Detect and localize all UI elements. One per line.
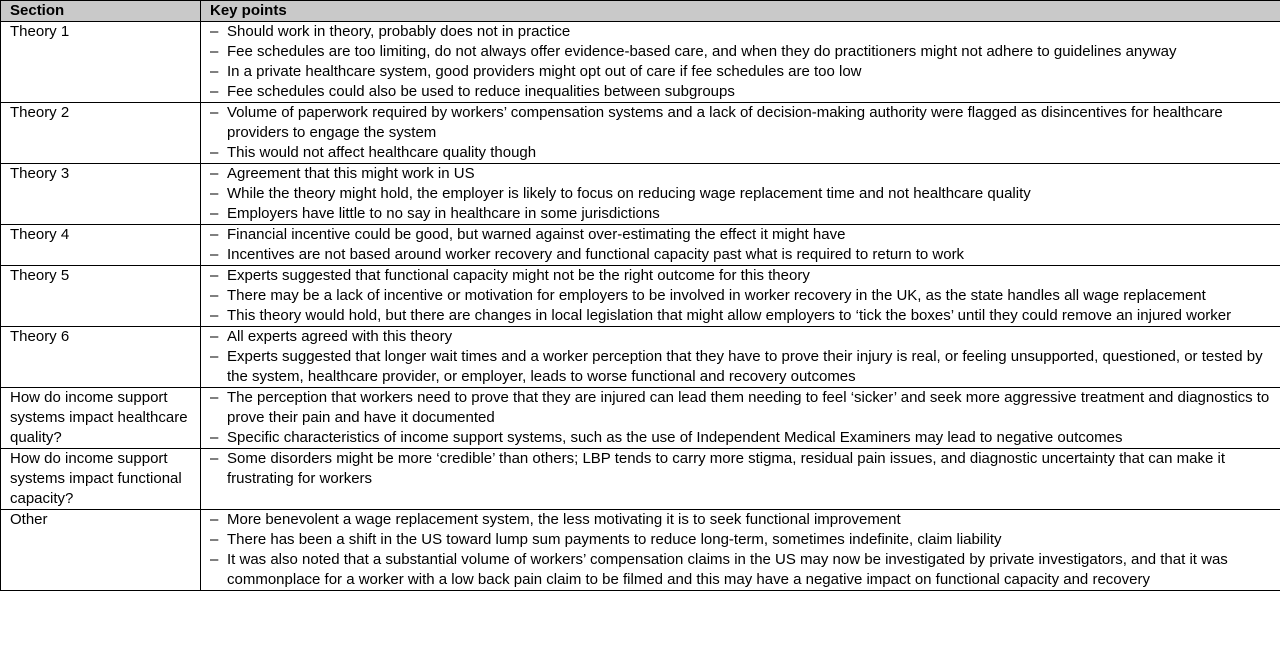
bullet-dash: – <box>210 144 219 161</box>
key-point-text: Specific characteristics of income support systems, such as the use of Independent Medical Examiners may lead to negative outcomes <box>227 429 1123 446</box>
table-body <box>1 22 1280 591</box>
section-cell: Other <box>1 510 201 591</box>
key-point-item <box>210 103 1276 143</box>
key-point-text: Employers have little to no say in healthcare in some jurisdictions <box>227 205 660 222</box>
key-points-list <box>210 22 1276 102</box>
table-row <box>1 164 1280 225</box>
key-point-item <box>210 184 1276 204</box>
key-point-text: In a private healthcare system, good providers might opt out of care if fee schedules are too low <box>227 63 862 80</box>
key-points-list <box>210 510 1276 590</box>
key-point-text: Fee schedules are too limiting, do not always offer evidence-based care, and when they do practitioners might not adhere to guidelines anyway <box>227 43 1177 60</box>
section-cell: Theory 1 <box>1 22 201 103</box>
bullet-dash: – <box>210 165 219 182</box>
key-point-text: There may be a lack of incentive or motivation for employers to be involved in worker recovery in the UK, as the state handles all wage replacement <box>227 287 1206 304</box>
bullet-dash: – <box>210 104 219 121</box>
bullet-dash: – <box>210 531 219 548</box>
section-cell: How do income support systems impact functional capacity? <box>1 449 201 510</box>
key-point-text: While the theory might hold, the employer is likely to focus on reducing wage replacement time and not healthcare quality <box>227 185 1031 202</box>
bullet-dash: – <box>210 307 219 324</box>
section-cell: How do income support systems impact healthcare quality? <box>1 388 201 449</box>
key-points-list <box>210 449 1276 489</box>
key-point-text: Experts suggested that functional capacity might not be the right outcome for this theory <box>227 267 810 284</box>
key-point-text: Some disorders might be more ‘credible’ than others; LBP tends to carry more stigma, residual pain issues, and diagnostic uncertainty that can make it frustrating for workers <box>227 450 1225 487</box>
key-point-text: Incentives are not based around worker recovery and functional capacity past what is required to return to work <box>227 246 965 263</box>
key-point-text: More benevolent a wage replacement system, the less motivating it is to seek functional improvement <box>227 511 901 528</box>
key-point-item <box>210 306 1276 326</box>
key-point-item <box>210 428 1276 448</box>
key-points-list <box>210 225 1276 265</box>
key-point-item <box>210 266 1276 286</box>
key-points-cell <box>201 164 1280 225</box>
bullet-dash: – <box>210 348 219 365</box>
table-header <box>1 1 1280 22</box>
table-row <box>1 449 1280 510</box>
bullet-dash: – <box>210 205 219 222</box>
table-row <box>1 266 1280 327</box>
key-point-item <box>210 327 1276 347</box>
key-points-list <box>210 266 1276 326</box>
bullet-dash: – <box>210 511 219 528</box>
key-point-item <box>210 388 1276 428</box>
key-points-list <box>210 327 1276 387</box>
key-point-item <box>210 42 1276 62</box>
key-point-text: All experts agreed with this theory <box>227 328 453 345</box>
table-row <box>1 103 1280 164</box>
table-row <box>1 388 1280 449</box>
table-row <box>1 225 1280 266</box>
bullet-dash: – <box>210 267 219 284</box>
key-points-cell <box>201 103 1280 164</box>
key-points-cell <box>201 510 1280 591</box>
bullet-dash: – <box>210 389 219 406</box>
section-cell: Theory 2 <box>1 103 201 164</box>
bullet-dash: – <box>210 83 219 100</box>
key-points-column-header: Key points <box>201 1 1280 22</box>
key-points-list <box>210 164 1276 224</box>
bullet-dash: – <box>210 43 219 60</box>
section-column-header: Section <box>1 1 201 22</box>
key-point-text: Fee schedules could also be used to reduce inequalities between subgroups <box>227 83 735 100</box>
key-point-item <box>210 204 1276 224</box>
key-point-text: This would not affect healthcare quality though <box>227 144 537 161</box>
table-row <box>1 327 1280 388</box>
key-points-cell <box>201 388 1280 449</box>
bullet-dash: – <box>210 23 219 40</box>
key-point-text: Experts suggested that longer wait times and a worker perception that they have to prove their injury is real, or feeling unsupported, questioned, or tested by the system, healthcare provider, or employer, leads to worse functional and recovery outcomes <box>227 348 1263 385</box>
key-point-text: Financial incentive could be good, but warned against over-estimating the effect it might have <box>227 226 846 243</box>
key-point-item <box>210 449 1276 489</box>
bullet-dash: – <box>210 429 219 446</box>
key-point-text: This theory would hold, but there are changes in local legislation that might allow employers to ‘tick the boxes’ until they could remove an injured worker <box>227 307 1232 324</box>
header-row <box>1 1 1280 22</box>
key-point-item <box>210 225 1276 245</box>
key-point-item <box>210 530 1276 550</box>
key-points-list <box>210 103 1276 163</box>
section-cell: Theory 5 <box>1 266 201 327</box>
key-point-text: It was also noted that a substantial volume of workers’ compensation claims in the US may now be investigated by private investigators, and that it was commonplace for a worker with a low back pain claim to be filmed and this may have a negative impact on functional capacity and recovery <box>227 551 1228 588</box>
table-row <box>1 510 1280 591</box>
bullet-dash: – <box>210 185 219 202</box>
key-point-text: The perception that workers need to prove that they are injured can lead them needing to feel ‘sicker’ and seek more aggressive treatment and diagnostics to prove their pain and have it documented <box>227 389 1270 426</box>
key-point-item <box>210 22 1276 42</box>
bullet-dash: – <box>210 287 219 304</box>
bullet-dash: – <box>210 226 219 243</box>
key-points-list <box>210 388 1276 448</box>
bullet-dash: – <box>210 450 219 467</box>
table-row <box>1 22 1280 103</box>
section-cell: Theory 3 <box>1 164 201 225</box>
bullet-dash: – <box>210 63 219 80</box>
key-point-item <box>210 245 1276 265</box>
key-points-cell <box>201 327 1280 388</box>
bullet-dash: – <box>210 246 219 263</box>
key-point-text: Should work in theory, probably does not in practice <box>227 23 571 40</box>
key-points-cell <box>201 449 1280 510</box>
key-point-item <box>210 164 1276 184</box>
key-point-text: Volume of paperwork required by workers’ compensation systems and a lack of decision-making authority were flagged as disincentives for healthcare providers to engage the system <box>227 104 1223 141</box>
key-point-item <box>210 62 1276 82</box>
section-cell: Theory 6 <box>1 327 201 388</box>
key-points-cell <box>201 225 1280 266</box>
key-point-text: Agreement that this might work in US <box>227 165 475 182</box>
key-point-item <box>210 347 1276 387</box>
key-points-cell <box>201 22 1280 103</box>
key-point-item <box>210 143 1276 163</box>
key-points-cell <box>201 266 1280 327</box>
key-point-item <box>210 550 1276 590</box>
key-point-item <box>210 286 1276 306</box>
section-cell: Theory 4 <box>1 225 201 266</box>
key-point-item <box>210 82 1276 102</box>
bullet-dash: – <box>210 328 219 345</box>
key-point-text: There has been a shift in the US toward lump sum payments to reduce long-term, sometimes indefinite, claim liability <box>227 531 1002 548</box>
bullet-dash: – <box>210 551 219 568</box>
key-point-item <box>210 510 1276 530</box>
